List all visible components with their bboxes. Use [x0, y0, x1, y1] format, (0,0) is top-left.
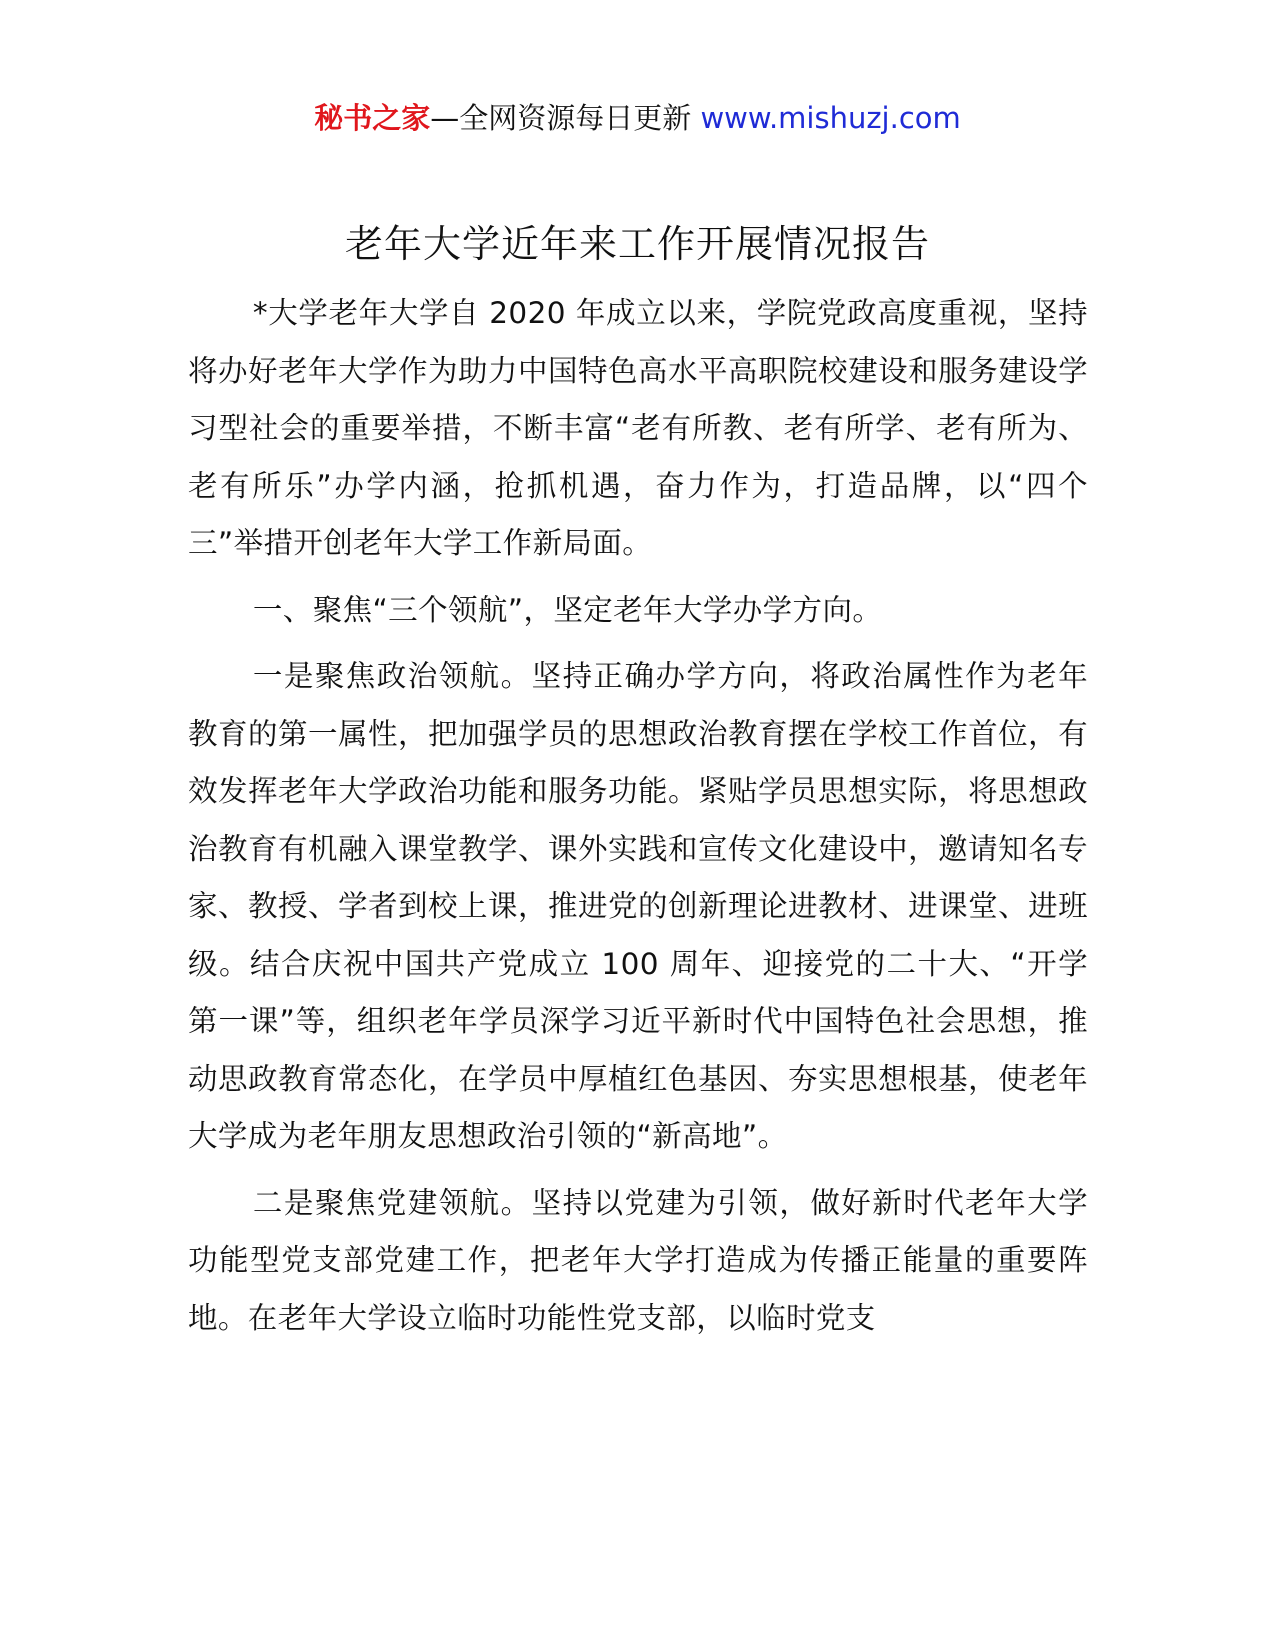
paragraph-political-leadership: 一是聚焦政治领航。坚持正确办学方向，将政治属性作为老年教育的第一属性，把加强学员的思想政治教育摆在学校工作首位，有效发挥老年大学政治功能和服务功能。紧贴学员思想实际，将思想政治教育有机融入课堂教学、课外实践和宣传文化建设中，邀请知名专家、教授、学者到校上课，推进党的创新理论进教材、进课堂、进班级。结合庆祝中国共产党成立 100 周年、迎接党的二十大、“开学第一课”等，组织老年学员深学习近平新时代中国特色社会思想，推动思政教育常态化，在学员中厚植红色基因、夯实思想根基，使老年大学成为老年朋友思想政治引领的“新高地”。: [188, 659, 1088, 1153]
site-tagline: —全网资源每日更新: [430, 101, 692, 135]
site-header: [0, 98, 1275, 138]
document-body: [188, 285, 1088, 1356]
paragraph-intro: *大学老年大学自 2020 年成立以来，学院党政高度重视，坚持将办好老年大学作为助力中国特色高水平高职院校建设和服务建设学习型社会的重要举措，不断丰富“老有所教、老有所学、老有所为、老有所乐”办学内涵，抢抓机遇，奋力作为，打造品牌，以“四个三”举措开创老年大学工作新局面。: [188, 296, 1088, 560]
site-url-link[interactable]: www.mishuzj.com: [700, 101, 961, 135]
site-brand: 秘书之家: [314, 101, 431, 135]
section-heading-1: 一、聚焦“三个领航”，坚定老年大学办学方向。: [252, 592, 883, 627]
paragraph-party-building: 二是聚焦党建领航。坚持以党建为引领，做好新时代老年大学功能型党支部党建工作，把老年大学打造成为传播正能量的重要阵地。在老年大学设立临时功能性党支部，以临时党支: [188, 1185, 1088, 1335]
document-title: 老年大学近年来工作开展情况报告: [344, 222, 930, 266]
